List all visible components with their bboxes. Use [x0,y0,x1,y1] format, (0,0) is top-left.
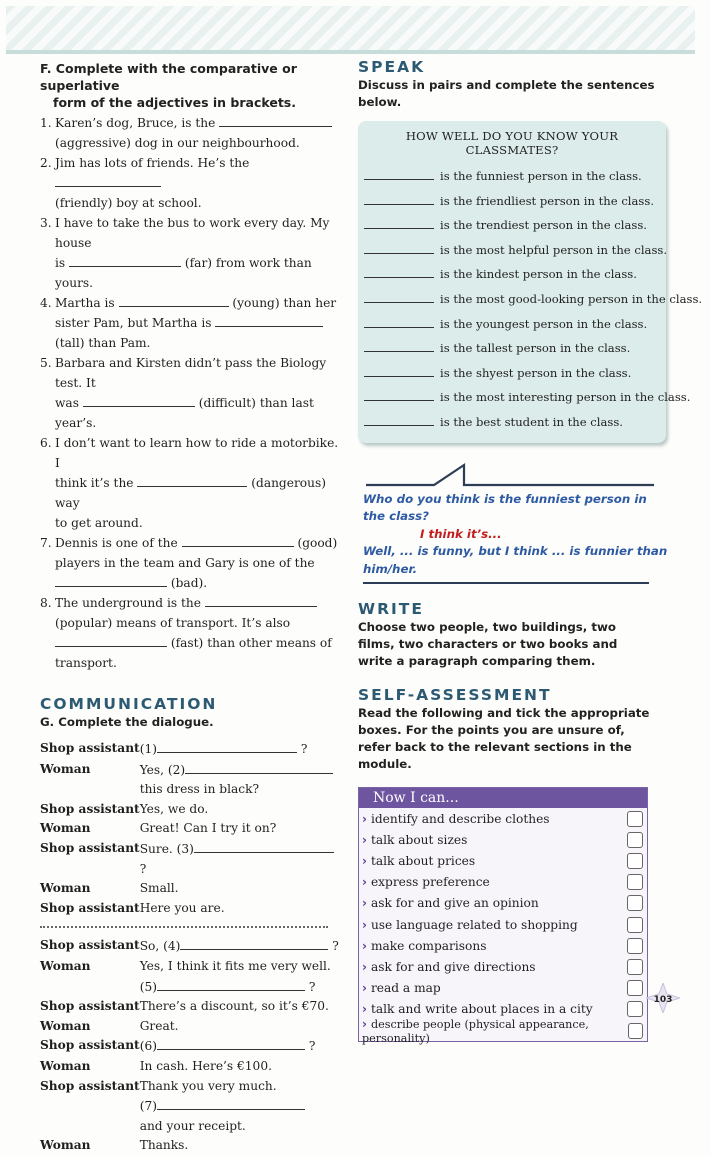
dialogue-line: Woman In cash. Here’s €100. [40,1058,272,1073]
answer-blank[interactable] [157,1036,305,1050]
dialogue-line: Shop assistant Yes, we do. [40,801,209,816]
dialogue-line: Woman Small. [40,881,179,896]
dialogue-line: Woman Yes, (2) this dress in black? [40,760,340,800]
name-blank[interactable] [364,412,434,426]
communication-instruction: G. Complete the dialogue. [40,715,214,729]
can-do-label: express preference [370,875,490,890]
name-blank[interactable] [364,363,434,377]
dialogue-line: Shop assistant (6) ? [40,1038,316,1054]
speak-instruction: Discuss in pairs and complete the sentences below. [358,78,655,109]
dialogue-part-1 [40,739,340,918]
list-item: 2. Jim has lots of friends. He’s the (friendly) boy at school. [40,156,250,210]
answer-blank[interactable] [55,573,167,587]
name-blank[interactable] [364,264,434,278]
list-item: 7. Dennis is one of the (good) players in the team and Gary is one of the (bad). [40,533,340,593]
tick-checkbox[interactable] [627,1001,643,1017]
list-item: 5. Barbara and Kirsten didn’t pass the Biology test. It was (difficult) than last year’s. [40,356,327,430]
example-dialogue [363,491,668,579]
exercise-f-heading: F. Complete with the comparative or superlative form of the adjectives in brackets. [40,61,297,110]
name-blank[interactable] [364,289,434,303]
answer-blank[interactable] [215,313,323,327]
sentence-text: is the best student in the class. [440,414,623,429]
dialogue-line: Woman Yes, I think it fits me very well. (5) ? [40,958,331,994]
dotted-divider [40,926,328,928]
sentence-row [358,385,691,410]
can-do-label: identify and describe clothes [370,811,550,826]
dialogue-line: Woman Thanks. [40,1138,189,1153]
answer-blank[interactable] [119,293,229,307]
dialogue-line: Shop assistant Thank you very much. (7) and your receipt. [40,1077,339,1137]
can-do-item [359,808,647,829]
can-do-item [359,935,647,956]
tick-checkbox[interactable] [627,980,643,996]
can-do-item [359,914,647,935]
example-answer: I think it’s... [420,526,502,541]
sentence-text: is the most interesting person in the class. [440,390,691,405]
name-blank[interactable] [364,166,434,180]
can-do-item [359,1016,647,1045]
write-instruction: Choose two people, two buildings, two films, two characters or two books and write a paragraph comparing them. [358,620,618,669]
sentence-text: is the trendiest person in the class. [440,218,647,233]
page-number-badge [646,983,680,1013]
sentence-row [358,262,666,287]
name-blank[interactable] [364,314,434,328]
answer-blank[interactable] [180,936,328,950]
tick-checkbox[interactable] [627,959,643,975]
chevron-right-icon: › [362,917,367,932]
answer-blank[interactable] [69,253,181,267]
tick-checkbox[interactable] [627,874,643,890]
can-do-item [359,850,647,871]
self-assessment-instruction: Read the following and tick the appropriate boxes. For the points you are unsure of, refer back to the relevant sections in the module. [358,706,650,772]
chevron-right-icon: › [362,981,367,996]
can-do-label: read a map [370,981,441,996]
list-item: 1. Karen’s dog, Bruce, is the (aggressive) dog in our neighbourhood. [40,113,340,153]
tick-checkbox[interactable] [627,811,643,827]
can-do-label: describe people (physical appearance, personality) [362,1017,589,1045]
chevron-right-icon: › [362,938,367,953]
divider-line-icon [366,461,654,487]
tick-checkbox[interactable] [628,1023,643,1039]
chevron-right-icon: › [362,959,367,974]
left-column [40,60,340,1156]
dialogue-line: Woman Great! Can I try it on? [40,821,277,836]
dialogue-line: Shop assistant (1) ? [40,741,308,756]
name-blank[interactable] [364,240,434,254]
can-do-label: use language related to shopping [370,917,578,932]
example-comparison: Well, ... is funny, but I think ... is funnier than him/her. [363,544,668,576]
classmates-box [358,121,703,443]
answer-blank[interactable] [157,1096,305,1110]
can-do-item [359,893,647,914]
self-assessment-title: SELF-ASSESSMENT [358,686,552,705]
list-item: 8. The underground is the (popular) means of transport. It’s also (fast) than other means of transport. [40,593,340,673]
right-column [358,58,703,1045]
dialogue-part-2 [40,936,339,1156]
tick-checkbox[interactable] [627,938,643,954]
classmates-sentences [358,164,703,435]
chevron-right-icon: › [362,896,367,911]
name-blank[interactable] [364,338,434,352]
dialogue-line: Shop assistant There’s a discount, so it’s €70. [40,999,329,1014]
dialogue-line: Shop assistant Sure. (3) ? [40,839,340,879]
list-item: 4. Martha is (young) than her sister Pam, but Martha is (tall) than Pam. [40,293,340,353]
answer-blank[interactable] [219,113,332,127]
can-do-label: ask for and give an opinion [370,896,539,911]
name-blank[interactable] [364,191,434,205]
answer-blank[interactable] [83,393,195,407]
can-do-label: talk about sizes [370,832,468,847]
list-item: 6. I don’t want to learn how to ride a motorbike. I think it’s the (dangerous) way to get around. [40,436,339,530]
sentence-text: is the shyest person in the class. [440,365,632,380]
sentence-text: is the tallest person in the class. [440,341,631,356]
name-blank[interactable] [364,387,434,401]
chevron-right-icon: › [362,1016,367,1031]
answer-blank[interactable] [194,839,334,853]
classmates-box-title: HOW WELL DO YOU KNOW YOUR CLASSMATES? [405,129,619,157]
chevron-right-icon: › [362,832,367,847]
answer-blank[interactable] [55,173,161,187]
can-do-item [359,956,647,977]
chevron-right-icon: › [362,1002,367,1017]
name-blank[interactable] [364,215,434,229]
can-do-label: ask for and give directions [370,959,536,974]
sentence-row [358,238,666,263]
answer-blank[interactable] [55,633,167,647]
tick-checkbox[interactable] [627,895,643,911]
now-i-can-box [358,787,648,1045]
page-number: 103 [653,995,673,1005]
communication-title: COMMUNICATION [40,695,218,713]
sentence-text: is the kindest person in the class. [440,267,637,282]
sentence-row [358,361,666,386]
exercise-f-list [40,113,340,673]
answer-blank[interactable] [157,977,305,991]
can-do-list [359,808,647,1045]
answer-blank[interactable] [157,739,297,753]
tick-checkbox[interactable] [627,917,643,933]
sentence-text: is the funniest person in the class. [440,169,642,183]
sentence-row [358,336,666,361]
chevron-right-icon: › [362,811,367,826]
example-question: Who do you think is the funniest person in the class? [363,491,647,524]
answer-blank[interactable] [137,473,247,487]
sentence-row [358,312,666,337]
can-do-item [359,829,647,850]
speech-divider [366,461,654,487]
now-i-can-title: Now I can... [359,788,647,808]
sentence-row [358,164,666,189]
dialogue-line: Shop assistant Here you are. [40,900,225,915]
sentence-row [358,287,703,312]
sentence-text: is the friendliest person in the class. [440,193,655,208]
write-title: WRITE [358,600,424,619]
chevron-right-icon: › [362,854,367,868]
dialogue-line: Woman Great. [40,1018,179,1033]
sentence-text: is the most good-looking person in the class. [440,291,703,306]
tick-checkbox[interactable] [627,832,643,848]
can-do-item [359,872,647,893]
answer-blank[interactable] [205,593,317,607]
sentence-text: is the youngest person in the class. [440,316,648,331]
can-do-label: talk about prices [370,854,476,868]
tick-checkbox[interactable] [627,853,643,869]
top-decorative-band [6,6,695,54]
sentence-row [358,189,666,214]
dialogue-line: Shop assistant So, (4) ? [40,938,339,954]
sentence-row [358,410,666,435]
sentence-text: is the most helpful person in the class. [440,242,668,257]
can-do-label: talk and write about places in a city [370,1002,593,1017]
chevron-right-icon: › [362,875,367,890]
answer-blank[interactable] [185,760,333,774]
can-do-item [359,978,647,999]
can-do-label: make comparisons [370,938,487,953]
speak-title: SPEAK [358,58,426,76]
answer-blank[interactable] [182,533,294,547]
sentence-row [358,213,666,238]
list-item: 3. I have to take the bus to work every day. My house is (far) from work than yours. [40,216,330,290]
